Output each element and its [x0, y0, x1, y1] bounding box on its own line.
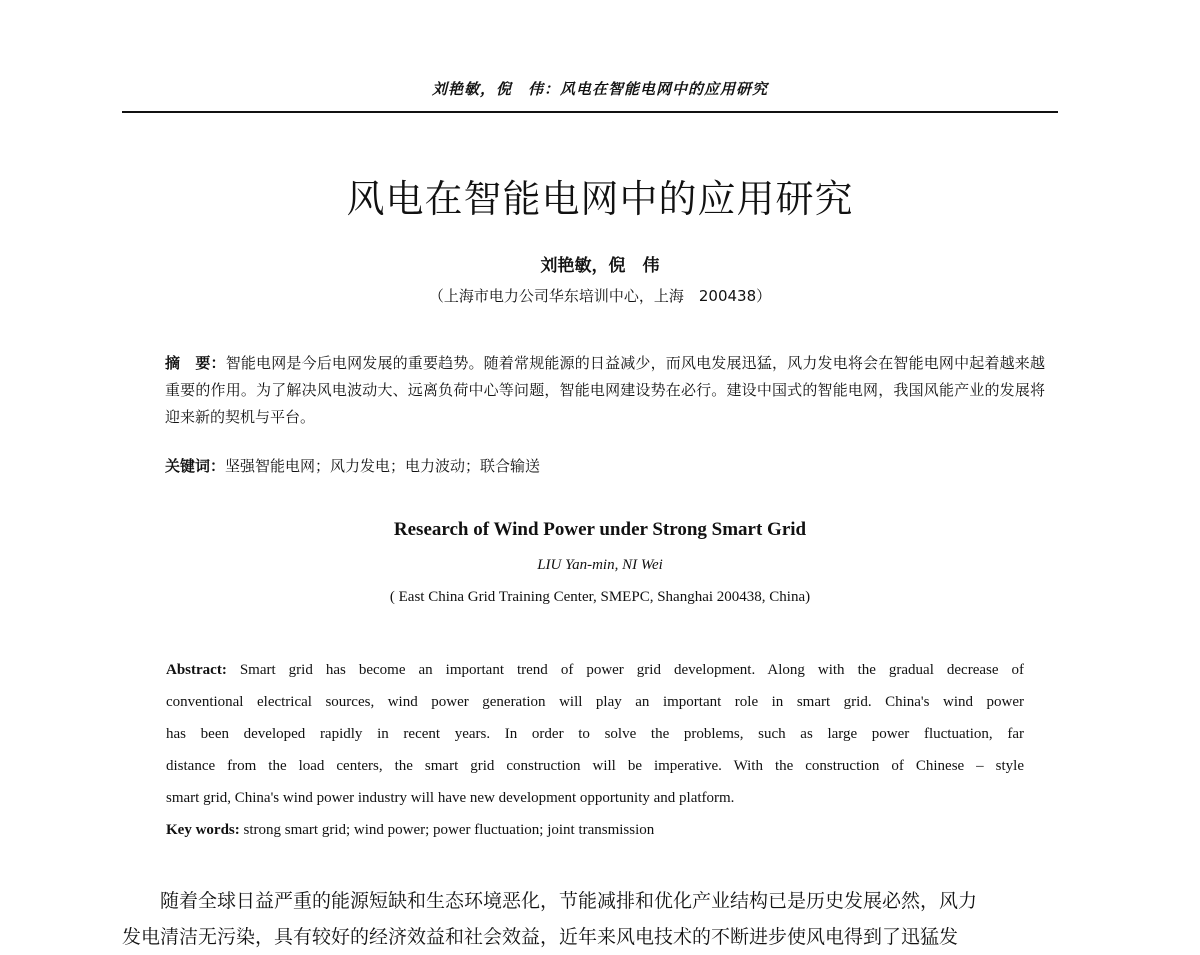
en-authors: LIU Yan-min, NI Wei — [537, 557, 663, 573]
body-line: 发电清洁无污染，具有较好的经济效益和社会效益，近年来风电技术的不断进步使风电得到了迅猛发 — [122, 926, 959, 948]
en-keywords-text: strong smart grid; wind power; power fluctuation; joint transmission — [243, 822, 655, 838]
cn-abstract — [165, 350, 1045, 431]
cn-keywords-label: 关键词： — [165, 457, 226, 475]
header-rule — [122, 111, 1058, 113]
en-abstract-line — [166, 654, 1024, 686]
en-abstract — [166, 654, 1024, 814]
running-header: 刘艳敏，倪 伟：风电在智能电网中的应用研究 — [431, 80, 768, 98]
cn-abstract-label: 摘 要： — [165, 354, 226, 372]
en-title: Research of Wind Power under Strong Smart Grid — [393, 519, 807, 540]
en-abstract-line: smart grid, China's wind power industry will have new development opportunity and platform. — [166, 790, 735, 806]
en-keywords-label: Key words: — [166, 822, 240, 838]
cn-abstract-paragraph — [165, 350, 1045, 431]
cn-abstract-text: 智能电网是今后电网发展的重要趋势。随着常规能源的日益减少，而风电发展迅猛，风力发电将会在智能电网中起着越来越重要的作用。为了解决风电波动大、远离负荷中心等问题，智能电网建设势在必行。建设中国式的智能电网，我国风能产业的发展将迎来新的契机与平台。 — [165, 354, 1045, 426]
cn-authors: 刘艳敏，倪 伟 — [540, 256, 660, 276]
en-abstract-paragraph — [166, 654, 1024, 814]
body-line: 随着全球日益严重的能源短缺和生态环境恶化，节能减排和优化产业结构已是历史发展必然，风力 — [160, 890, 978, 912]
en-abstract-line: has been developed rapidly in recent years. In order to solve the problems, such as large power fluctuation, far — [166, 726, 1024, 742]
cn-keywords-text: 坚强智能电网；风力发电；电力波动；联合输送 — [225, 457, 541, 475]
body-paragraph — [122, 883, 1058, 955]
en-abstract-line-text: Smart grid has become an important trend of power grid development. Along with the gradual decrease of — [239, 662, 1024, 678]
cn-affiliation: （上海市电力公司华东培训中心，上海 200438） — [428, 287, 772, 305]
en-abstract-label: Abstract: — [166, 662, 227, 678]
en-affiliation: ( East China Grid Training Center, SMEPC, Shanghai 200438, China) — [389, 589, 811, 605]
en-abstract-line: distance from the load centers, the smart grid construction will be imperative. With the construction of Chinese – style — [166, 758, 1024, 774]
cn-title: 风电在智能电网中的应用研究 — [346, 177, 854, 221]
en-keywords — [166, 816, 1024, 844]
cn-keywords — [165, 454, 1045, 478]
en-abstract-line: conventional electrical sources, wind power generation will play an important role in smart grid. China's wind power — [166, 694, 1024, 710]
